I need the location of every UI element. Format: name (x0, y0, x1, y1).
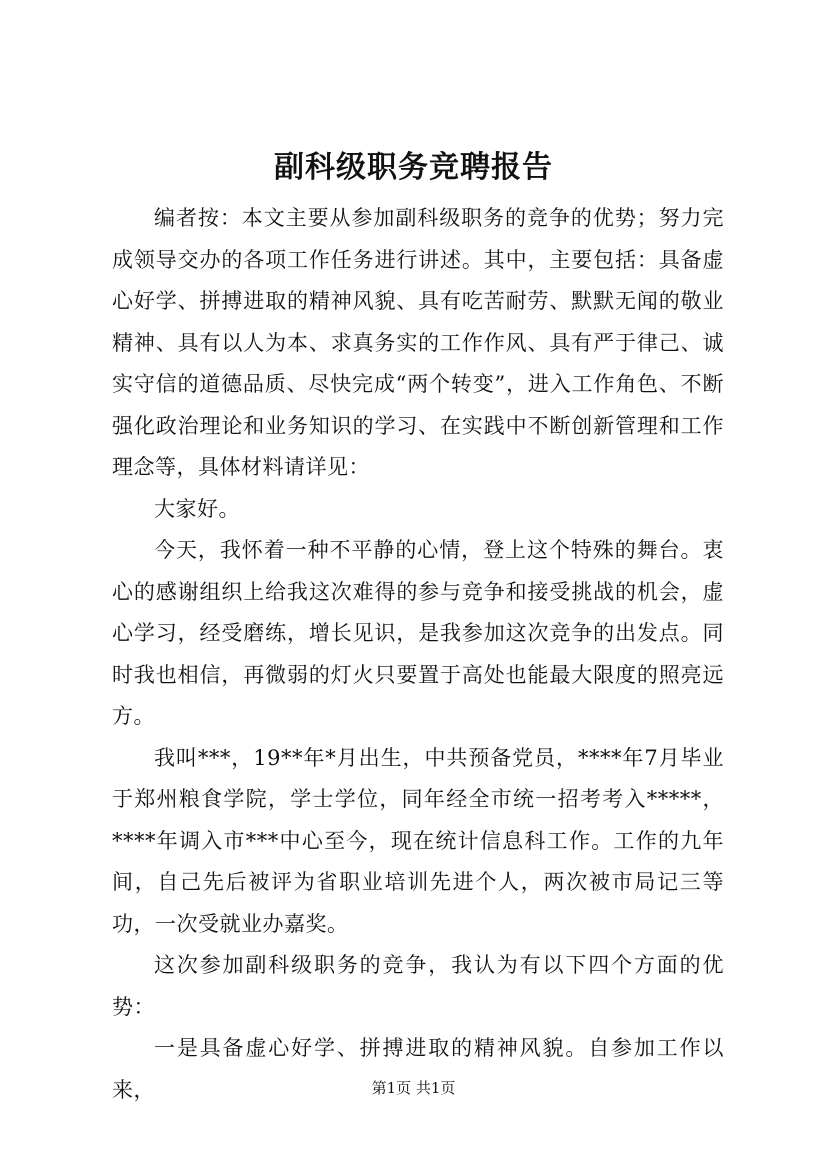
page-footer: 第1页 共1页 (371, 1079, 456, 1097)
advantages-intro-paragraph: 这次参加副科级职务的竞争，我认为有以下四个方面的优势： (112, 953, 724, 1019)
document-title: 副科级职务竞聘报告 (274, 150, 553, 185)
editor-note-paragraph: 编者按：本文主要从参加副科级职务的竞争的优势；努力完成领导交办的各项工作任务进行讲述。其中，主要包括：具备虚心好学、拼搏进取的精神风貌、具有吃苦耐劳、默默无闻的敬业精神、具有以人为本、求真务实的工作作风、具有严于律己、诚实守信的道德品质、尽快完成“两个转变”，进入工作角色、不断强化政治理论和业务知识的学习、在实践中不断创新管理和工作理念等，具体材料请详见： (112, 206, 724, 479)
opening-paragraph: 今天，我怀着一种不平静的心情，登上这个特殊的舞台。衷心的感谢组织上给我这次难得的参与竞争和接受挑战的机会，虚心学习，经受磨练，增长见识，是我参加这次竞争的出发点。同时我也相信，再微弱的灯火只要置于高处也能最大限度的照亮远方。 (112, 538, 724, 728)
self-introduction-paragraph: 我叫***，19**年*月出生，中共预备党员，****年7月毕业于郑州粮食学院，学士学位，同年经全市统一招考考入*****，****年调入市***中心至今，现在统计信息科工作。工作的九年间，自己先后被评为省职业培训先进个人，两次被市局记三等功，一次受就业办嘉奖。 (112, 745, 724, 936)
document-body (112, 198, 724, 1111)
first-advantage-paragraph: 一是具备虚心好学、拼搏进取的精神风貌。自参加工作以来， (112, 1036, 724, 1102)
greeting-paragraph: 大家好。 (154, 496, 240, 521)
